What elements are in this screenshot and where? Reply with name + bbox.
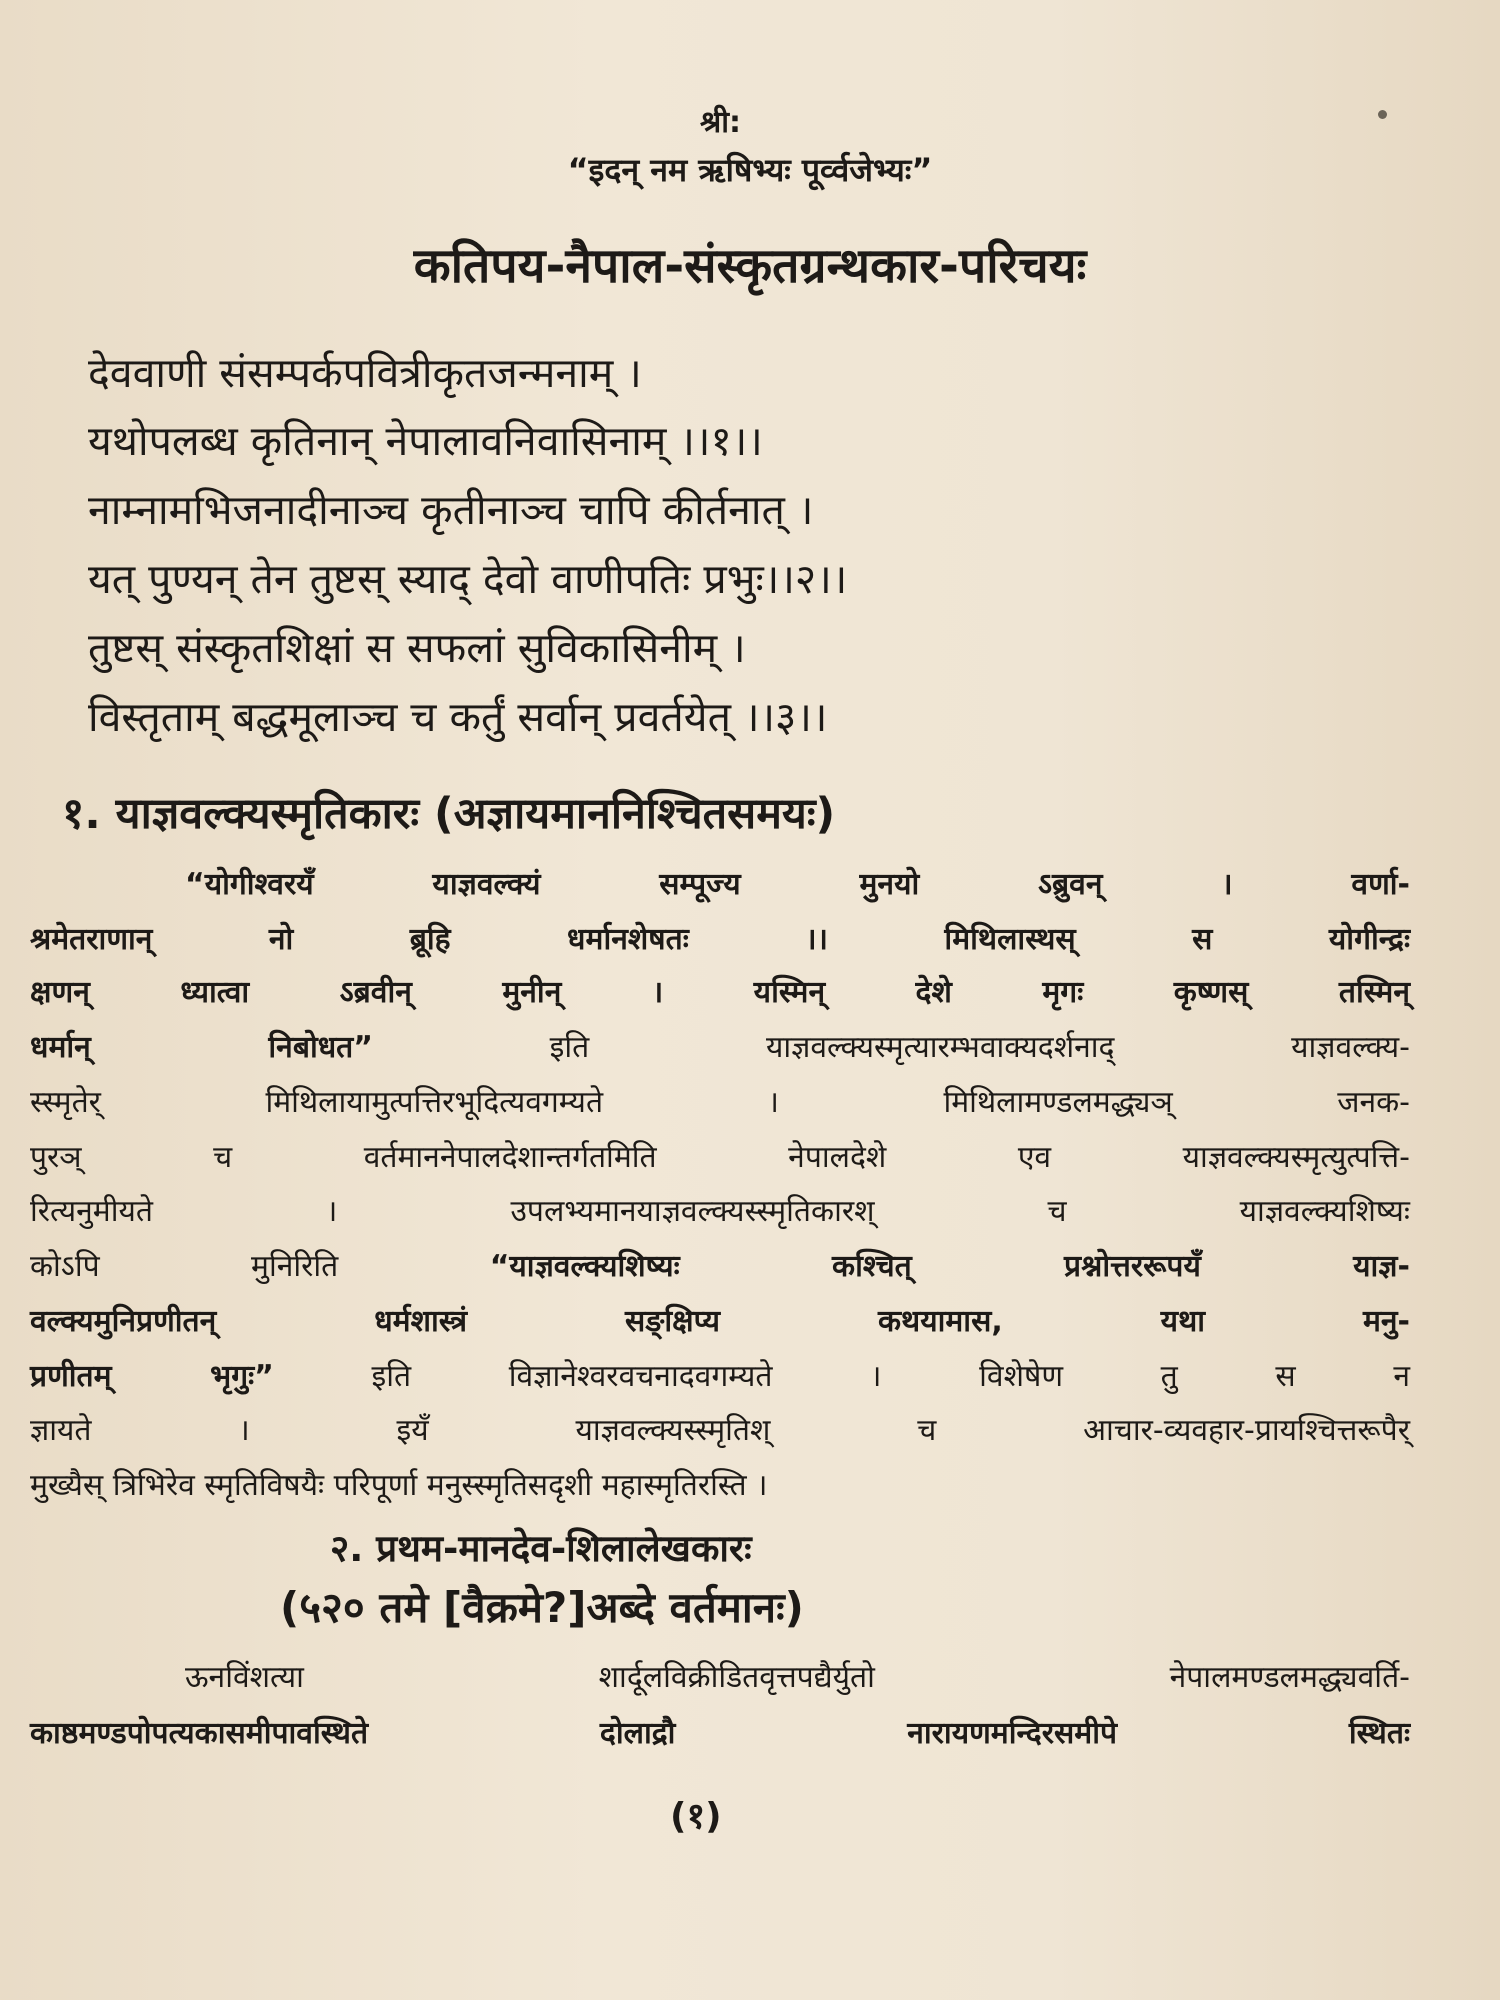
paragraph-line	[30, 1244, 1410, 1285]
paragraph-text: इति विज्ञानेश्वरवचनादवगम्यते । विशेषेण तु स न	[273, 1359, 1410, 1394]
paragraph-line: क्षणन् ध्यात्वा ऽब्रवीन् मुनीन् । यस्मिन् देशे मृगः कृष्णस् तस्मिन्	[30, 975, 1410, 1010]
shri-invocation: श्री:	[700, 105, 742, 140]
paragraph-line: श्रमेतराणान् नो ब्रूहि धर्मानशेषतः ।। मिथिलास्थस् स योगीन्द्रः	[30, 922, 1410, 957]
paragraph-line: स्स्मृतेर् मिथिलायामुत्पत्तिरभूदित्यवगम्यते । मिथिलामण्डलमद्ध्यञ् जनक-	[30, 1085, 1410, 1120]
paragraph-line: मुख्यैस् त्रिभिरेव स्मृतिविषयैः परिपूर्णा मनुस्स्मृतिसदृशी महास्मृतिरस्ति ।	[30, 1468, 768, 1503]
section-heading: २. प्रथम-मानदेव-शिलालेखकारः	[330, 1527, 752, 1570]
paragraph-text: कोऽपि मुनिरिति	[30, 1249, 490, 1284]
paragraph-line: वल्क्यमुनिप्रणीतन् धर्मशास्त्रं सङ्क्षिप्य कथयामास, यथा मनु-	[30, 1304, 1410, 1339]
quote-start: “याज्ञवल्क्यशिष्यः कश्चित् प्रश्नोत्तररूपयँ याज्ञ-	[489, 1249, 1410, 1284]
ink-speck	[1378, 110, 1387, 119]
paragraph-line: ऊनविंशत्या शार्दूलविक्रीडितवृत्तपद्यैर्युतो नेपालमण्डलमद्ध्यवर्ति-	[185, 1660, 1410, 1695]
paragraph-line	[30, 1354, 1410, 1395]
page-number: (१)	[670, 1796, 722, 1837]
verse-line: यत् पुण्यन् तेन तुष्टस् स्याद् देवो वाणीपतिः प्रभुः।।२।।	[88, 555, 848, 603]
paragraph-line: पुरञ् च वर्तमाननेपालदेशान्तर्गतमिति नेपालदेशे एव याज्ञवल्क्यस्मृत्युत्पत्ति-	[30, 1140, 1410, 1175]
verse-line: तुष्टस् संस्कृतशिक्षां स सफलां सुविकासिनीम् ।	[88, 624, 746, 672]
paragraph-line: काष्ठमण्डपोपत्यकासमीपावस्थिते दोलाद्रौ नारायणमन्दिरसमीपे स्थितः	[30, 1716, 1410, 1751]
paragraph-text: इति याज्ञवल्क्यस्मृत्यारम्भवाक्यदर्शनाद् याज्ञवल्क्य-	[373, 1030, 1411, 1065]
dedication-line: “इदन् नम ऋषिभ्यः पूर्व्वजेभ्यः”	[567, 151, 933, 189]
verse-line: यथोपलब्ध कृतिनान् नेपालावनिवासिनाम् ।।१।।	[88, 417, 763, 465]
section-subheading: (५२० तमे [वैक्रमे?]अब्दे वर्तमानः)	[280, 1583, 804, 1632]
paragraph-line: ज्ञायते । इयँ याज्ञवल्क्यस्स्मृतिश् च आचार-व्यवहार-प्रायश्चित्तरूपैर्	[30, 1413, 1410, 1448]
quote-end: धर्मान् निबोधत”	[30, 1030, 373, 1065]
paragraph-line: “योगीश्वरयँ याज्ञवल्क्यं सम्पूज्य मुनयो ऽब्रुवन् । वर्णा-	[185, 867, 1410, 902]
verse-line: नाम्नामभिजनादीनाञ्च कृतीनाञ्च चापि कीर्तनात् ।	[88, 486, 814, 534]
page-title: कतिपय-नैपाल-संस्कृतग्रन्थकार-परिचयः	[413, 238, 1087, 294]
quote-end: प्रणीतम् भृगुः”	[30, 1359, 274, 1394]
verse-line: विस्तृताम् बद्धमूलाञ्च च कर्तुं सर्वान् प्रवर्तयेत् ।।३।।	[88, 693, 828, 741]
paragraph-line	[30, 1025, 1410, 1066]
paragraph-line: रित्यनुमीयते । उपलभ्यमानयाज्ञवल्क्यस्स्मृतिकारश् च याज्ञवल्क्यशिष्यः	[30, 1194, 1410, 1229]
verse-line: देववाणी संसम्पर्कपवित्रीकृतजन्मनाम् ।	[88, 349, 642, 397]
section-heading: १. याज्ञवल्क्यस्मृतिकारः (अज्ञायमाननिश्चितसमयः)	[62, 789, 836, 839]
